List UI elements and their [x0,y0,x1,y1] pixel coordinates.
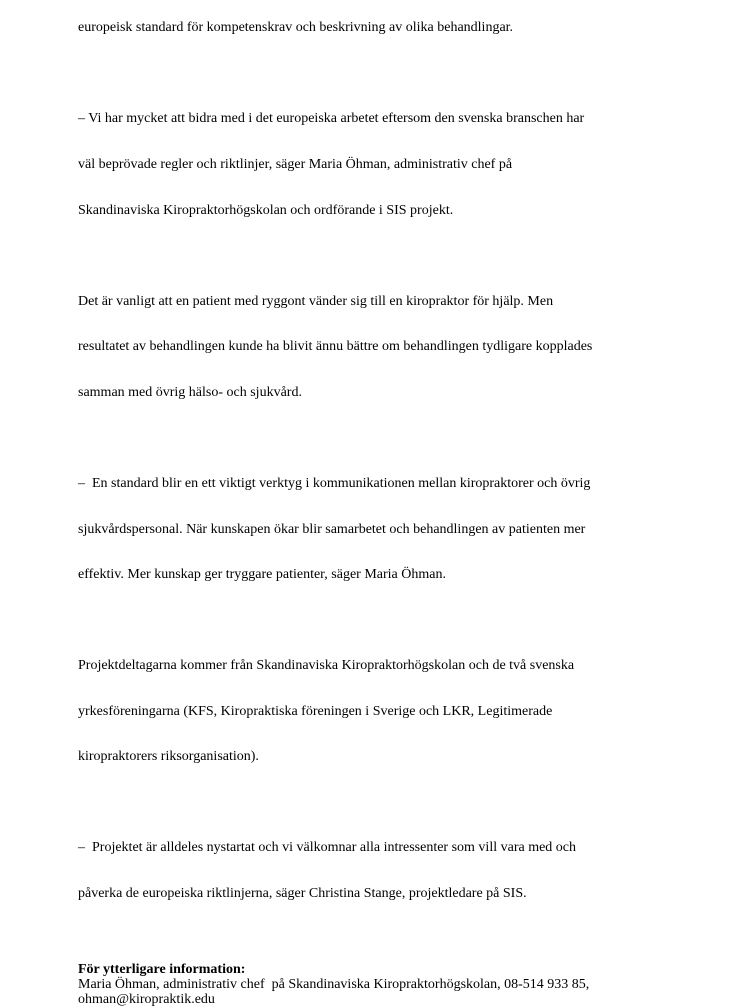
contact-info-heading: För ytterligare information: [78,961,246,977]
blank-line [78,947,698,962]
text-line: Projektdeltagarna kommer från Skandinaviska Kiropraktorhögskolan och de två svenska [78,658,575,674]
text-line: samman med övrig hälso- och sjukvård. [78,384,302,400]
document-body [78,0,698,1007]
text-line: – Vi har mycket att bidra med i det europeiska arbetet eftersom den svenska branschen har [78,111,585,127]
paragraph-quote-project-started [78,810,698,932]
text-line: – En standard blir en ett viktigt verktyg i kommunikationen mellan kiropraktorer och övrig [78,475,591,491]
text-line: påverka de europeiska riktlinjerna, säger Christina Stange, projektledare på SIS. [78,885,527,901]
paragraph-quote-standard-tool [78,445,698,612]
contact-info-block [78,962,698,1007]
text-line: effektiv. Mer kunskap ger tryggare patienter, säger Maria Öhman. [78,567,446,583]
paragraph-patient-back-pain [78,263,698,430]
text-line: sjukvårdspersonal. När kunskapen ökar blir samarbetet och behandlingen av patienten mer [78,521,586,537]
text-line: yrkesföreningarna (KFS, Kiropraktiska föreningen i Sverige och LKR, Legitimerade [78,703,553,719]
text-line: europeisk standard för kompetenskrav och beskrivning av olika behandlingar. [78,20,514,36]
contact-person-line: Maria Öhman, administrativ chef på Skandinaviska Kiropraktorhögskolan, 08-514 933 85, [78,976,590,992]
text-line: Det är vanligt att en patient med ryggont vänder sig till en kiropraktor för hjälp. Men [78,293,554,309]
text-line: Skandinaviska Kiropraktorhögskolan och ordförande i SIS projekt. [78,202,454,218]
paragraph-quote-contribution [78,81,698,248]
text-line: – Projektet är alldeles nystartat och vi välkomnar alla intressenter som vill vara med och [78,840,577,856]
contact-email-line: ohman@kiropraktik.edu [78,991,215,1007]
paragraph-project-participants [78,628,698,795]
text-line: resultatet av behandlingen kunde ha blivit ännu bättre om behandlingen tydligare kopplades [78,339,593,355]
paragraph-cut-top [78,0,698,66]
text-line: väl beprövade regler och riktlinjer, säger Maria Öhman, administrativ chef på [78,157,513,173]
text-line: kiropraktorers riksorganisation). [78,749,259,765]
